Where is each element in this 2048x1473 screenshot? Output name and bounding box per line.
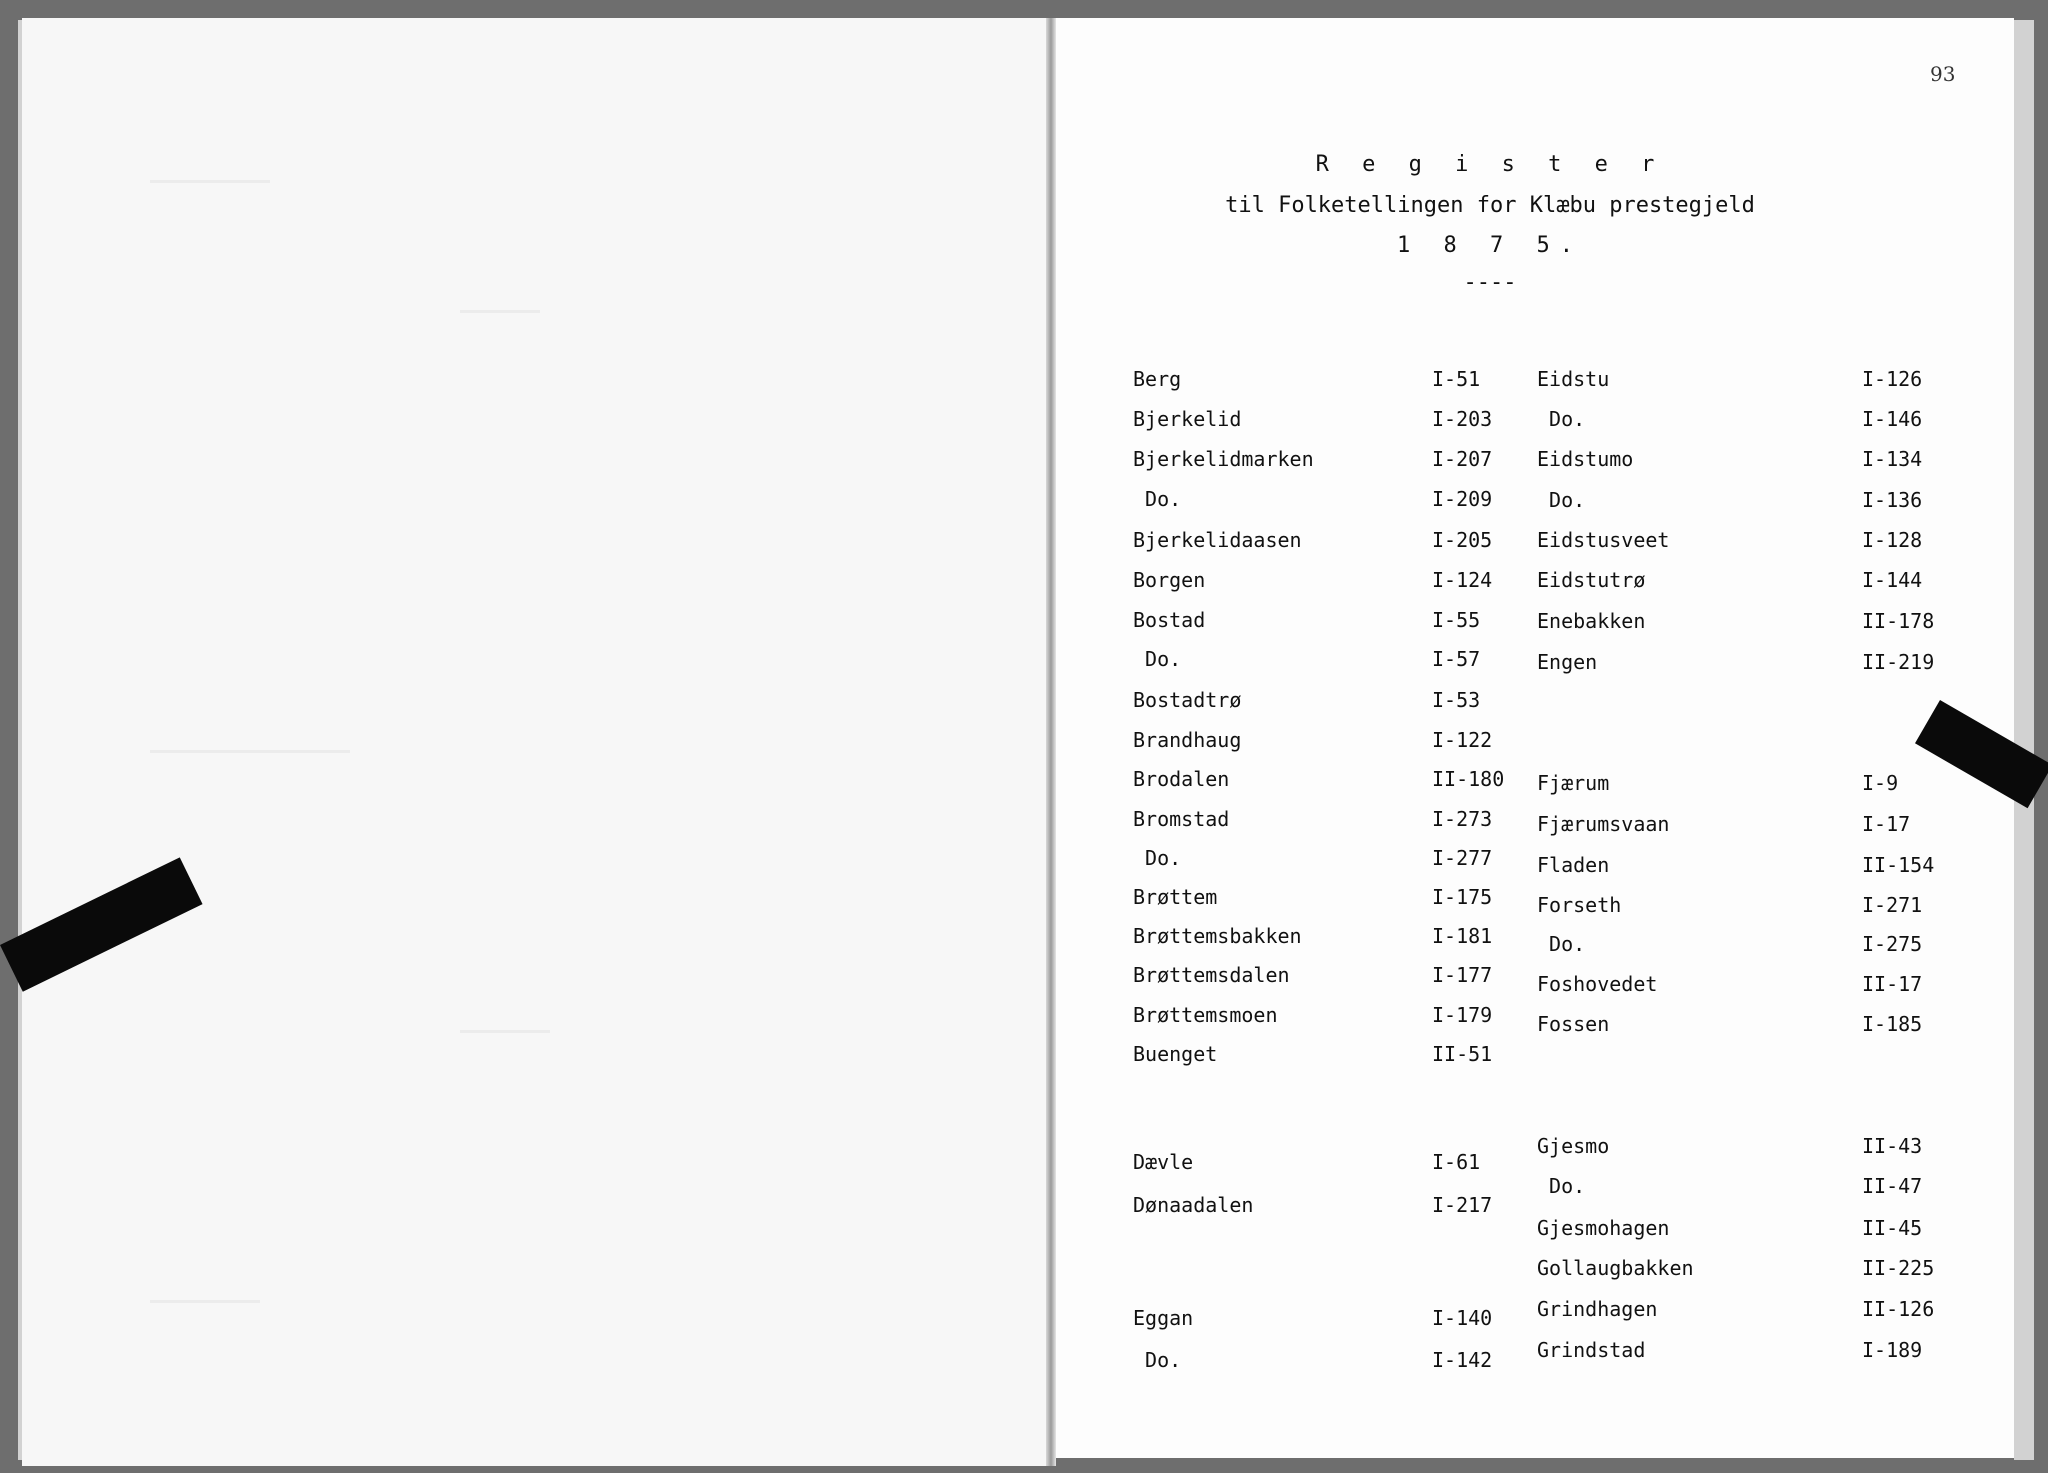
census-reference: I-273 (1432, 807, 1493, 831)
census-reference: I-277 (1432, 846, 1493, 870)
census-reference: I-134 (1862, 447, 1923, 471)
census-reference: I-203 (1432, 407, 1493, 431)
census-reference: I-177 (1432, 963, 1493, 987)
census-reference: I-122 (1432, 728, 1493, 752)
place-name: Bromstad (1133, 807, 1230, 831)
census-reference: I-140 (1432, 1306, 1493, 1330)
place-name: Eidstumo (1537, 447, 1634, 471)
census-reference: II-219 (1862, 650, 1935, 674)
place-name: Brøttemsmoen (1133, 1003, 1278, 1027)
place-name: Bostad (1133, 608, 1206, 632)
bleed-through-mark (460, 310, 540, 313)
census-reference: I-51 (1432, 367, 1481, 391)
census-reference: I-185 (1862, 1012, 1923, 1036)
place-name: Eidstu (1537, 367, 1610, 391)
census-reference: II-178 (1862, 609, 1935, 633)
place-name: Do. (1133, 647, 1182, 671)
place-name: Brandhaug (1133, 728, 1242, 752)
place-name: Buenget (1133, 1042, 1218, 1066)
census-reference: II-180 (1432, 767, 1505, 791)
census-reference: II-51 (1432, 1042, 1493, 1066)
register-subtitle: til Folketellingen for Klæbu prestegjeld (1225, 193, 1755, 218)
place-name: Eidstutrø (1537, 568, 1646, 592)
place-name: Fossen (1537, 1012, 1610, 1036)
place-name: Brøttemsdalen (1133, 963, 1290, 987)
bleed-through-mark (150, 180, 270, 183)
census-reference: II-43 (1862, 1134, 1923, 1158)
census-reference: I-144 (1862, 568, 1923, 592)
census-reference: I-9 (1862, 771, 1899, 795)
census-reference: I-217 (1432, 1193, 1493, 1217)
register-year: 1 8 7 5. (1397, 233, 1583, 258)
place-name: Eidstusveet (1537, 528, 1670, 552)
census-reference: I-179 (1432, 1003, 1493, 1027)
census-reference: I-142 (1432, 1348, 1493, 1372)
census-reference: I-275 (1862, 932, 1923, 956)
census-reference: I-189 (1862, 1338, 1923, 1362)
place-name: Grindhagen (1537, 1297, 1658, 1321)
book-spine (1046, 18, 1056, 1466)
place-name: Do. (1537, 407, 1586, 431)
census-reference: I-61 (1432, 1150, 1481, 1174)
place-name: Do. (1537, 488, 1586, 512)
bleed-through-mark (150, 1300, 260, 1303)
place-name: Do. (1537, 1174, 1586, 1198)
bleed-through-mark (150, 750, 350, 753)
census-reference: I-124 (1432, 568, 1493, 592)
place-name: Gollaugbakken (1537, 1256, 1694, 1280)
place-name: Fjærumsvaan (1537, 812, 1670, 836)
census-reference: I-181 (1432, 924, 1493, 948)
place-name: Bjerkelidmarken (1133, 447, 1314, 471)
place-name: Gjesmo (1537, 1134, 1610, 1158)
place-name: Bostadtrø (1133, 688, 1242, 712)
place-name: Bjerkelid (1133, 407, 1242, 431)
bleed-through-mark (460, 1030, 550, 1033)
census-reference: I-207 (1432, 447, 1493, 471)
place-name: Forseth (1537, 893, 1622, 917)
place-name: Do. (1133, 846, 1182, 870)
place-name: Brodalen (1133, 767, 1230, 791)
place-name: Do. (1537, 932, 1586, 956)
census-reference: I-175 (1432, 885, 1493, 909)
census-reference: I-55 (1432, 608, 1481, 632)
census-reference: II-126 (1862, 1297, 1935, 1321)
census-reference: I-136 (1862, 488, 1923, 512)
place-name: Do. (1133, 487, 1182, 511)
place-name: Gjesmohagen (1537, 1216, 1670, 1240)
left-page (22, 18, 1052, 1466)
census-reference: II-45 (1862, 1216, 1923, 1240)
census-reference: II-225 (1862, 1256, 1935, 1280)
page-number: 93 (1930, 62, 1956, 86)
place-name: Bjerkelidaasen (1133, 528, 1302, 552)
title-rule: ---- (1463, 270, 1517, 295)
place-name: Fladen (1537, 853, 1610, 877)
place-name: Borgen (1133, 568, 1206, 592)
register-title: R e g i s t e r (1315, 152, 1665, 177)
place-name: Dævle (1133, 1150, 1194, 1174)
census-reference: I-53 (1432, 688, 1481, 712)
place-name: Grindstad (1537, 1338, 1646, 1362)
census-reference: I-209 (1432, 487, 1493, 511)
census-reference: II-154 (1862, 853, 1935, 877)
census-reference: II-47 (1862, 1174, 1923, 1198)
census-reference: I-126 (1862, 367, 1923, 391)
place-name: Fjærum (1537, 771, 1610, 795)
place-name: Brøttemsbakken (1133, 924, 1302, 948)
census-reference: II-17 (1862, 972, 1923, 996)
place-name: Engen (1537, 650, 1598, 674)
place-name: Brøttem (1133, 885, 1218, 909)
place-name: Enebakken (1537, 609, 1646, 633)
census-reference: I-17 (1862, 812, 1911, 836)
place-name: Eggan (1133, 1306, 1194, 1330)
right-book-edge (2014, 20, 2034, 1460)
place-name: Berg (1133, 367, 1182, 391)
place-name: Dønaadalen (1133, 1193, 1254, 1217)
census-reference: I-128 (1862, 528, 1923, 552)
census-reference: I-205 (1432, 528, 1493, 552)
census-reference: I-146 (1862, 407, 1923, 431)
census-reference: I-271 (1862, 893, 1923, 917)
place-name: Foshovedet (1537, 972, 1658, 996)
place-name: Do. (1133, 1348, 1182, 1372)
census-reference: I-57 (1432, 647, 1481, 671)
